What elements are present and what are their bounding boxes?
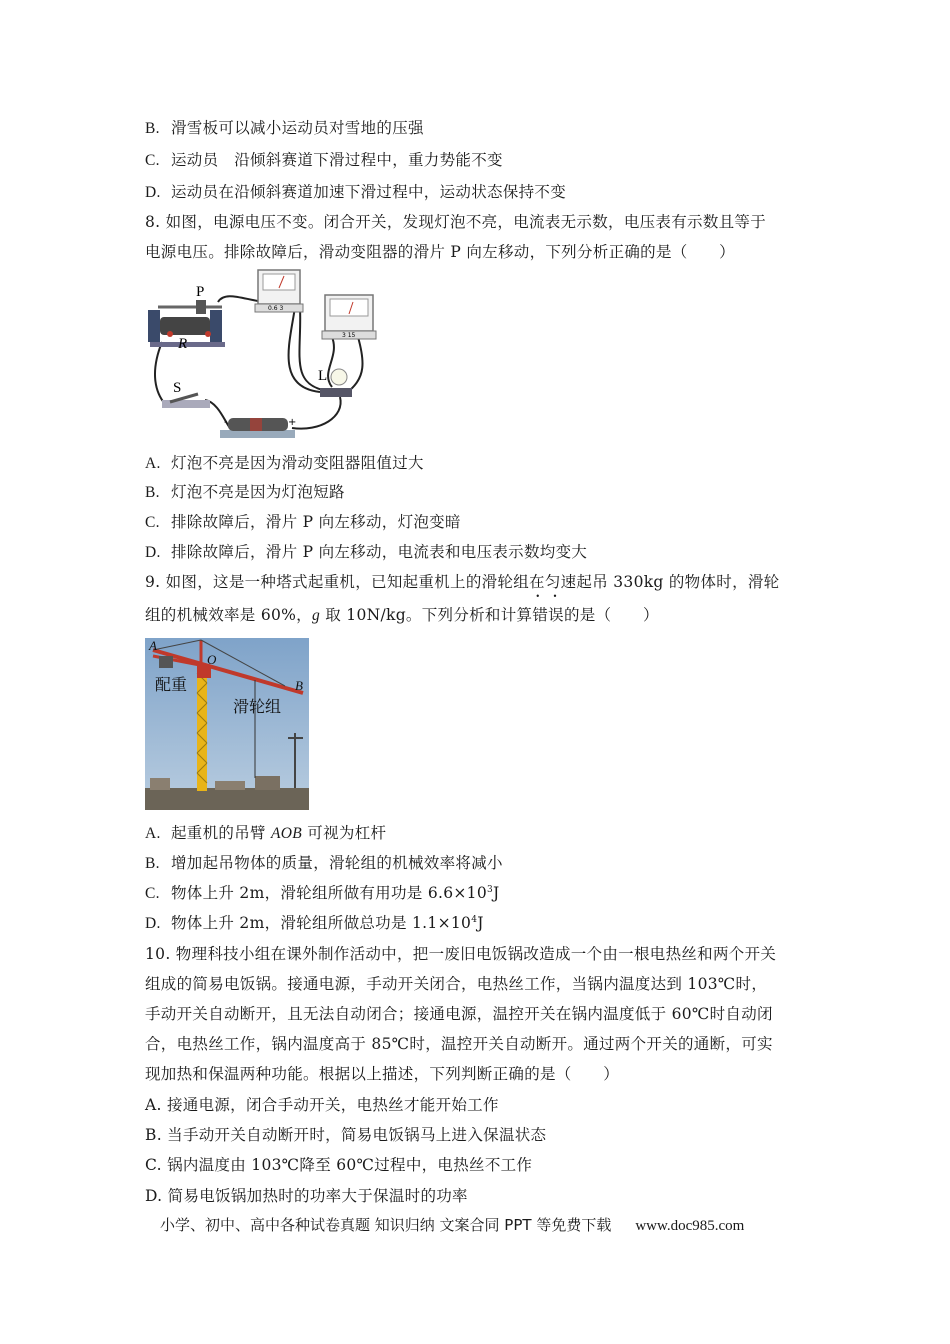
- label-r: R: [178, 336, 188, 352]
- q7-option-b: B. 滑雪板可以减小运动员对雪地的压强: [145, 119, 424, 137]
- battery-plus: +: [288, 417, 297, 428]
- battery-minus: -: [224, 417, 228, 428]
- q9-stem-line1: 9. 如图，这是一种塔式起重机，已知起重机上的滑轮组在匀速起吊 330kg 的物体时，滑轮: [145, 573, 780, 591]
- emphasis-wrong: • • 错误: [532, 603, 564, 625]
- q7-option-c: C. 运动员 沿倾斜赛道下滑过程中，重力势能不变: [145, 151, 503, 169]
- q10-option-b: B. 当手动开关自动断开时，简易电饭锅马上进入保温状态: [145, 1126, 547, 1144]
- tower-crane-photo: [145, 638, 309, 810]
- label-b: B: [295, 678, 303, 693]
- footer-site-link[interactable]: www.doc985.com: [635, 1218, 745, 1234]
- label-pulley: 滑轮组: [233, 697, 282, 716]
- q10-option-d: D. 简易电饭锅加热时的功率大于保温时的功率: [145, 1187, 468, 1205]
- q8-stem-line2: 电源电压。排除故障后，滑动变阻器的滑片 P 向左移动，下列分析正确的是（ ）: [145, 243, 735, 261]
- q7-option-d: D. 运动员在沿倾斜赛道加速下滑过程中，运动状态保持不变: [145, 183, 567, 201]
- voltmeter-ticks: 3 15: [342, 332, 356, 339]
- label-p: P: [196, 284, 205, 300]
- q9-option-c: C. 物体上升 2m，滑轮组所做有用功是 $6.6\times 10^3J$: [145, 884, 500, 902]
- q8-stem-line1: 8. 如图，电源电压不变。闭合开关，发现灯泡不亮，电流表无示数，电压表有示数且等于: [145, 213, 767, 231]
- q10-stem-line1: 10. 物理科技小组在课外制作活动中，把一废旧电饭锅改造成一个由一根电热丝和两个开关: [145, 945, 777, 963]
- q10-stem-line3: 手动开关自动断开，且无法自动闭合；接通电源，温控开关在锅内温度低于 60℃时自动闭: [145, 1005, 773, 1023]
- battery: [220, 418, 295, 438]
- switch: [162, 394, 210, 408]
- q10-stem-line2: 组成的简易电饭锅。接通电源，手动开关闭合，电热丝工作，当锅内温度达到 103℃时，: [145, 975, 768, 993]
- q10-stem-line5: 现加热和保温两种功能。根据以上描述，下列判断正确的是（ ）: [145, 1065, 620, 1083]
- circuit-diagram: [140, 262, 380, 442]
- q10-stem-line4: 合，电热丝工作，锅内温度高于 85℃时，温控开关自动断开。通过两个开关的通断，可实: [145, 1035, 773, 1053]
- q8-option-a: A. 灯泡不亮是因为滑动变阻器阻值过大: [145, 454, 424, 472]
- q9-option-a: A. 起重机的吊臂 AOB 可视为杠杆: [145, 824, 387, 842]
- label-o: O: [207, 652, 217, 667]
- q9-option-b: B. 增加起吊物体的质量，滑轮组的机械效率将减小: [145, 854, 503, 872]
- label-l: L: [318, 368, 328, 384]
- q8-option-c: C. 排除故障后，滑片 P 向左移动，灯泡变暗: [145, 513, 461, 531]
- label-s: S: [173, 380, 182, 396]
- q8-option-b: B. 灯泡不亮是因为灯泡短路: [145, 483, 345, 501]
- footer: [160, 1214, 744, 1235]
- q9-option-d: D. 物体上升 2m，滑轮组所做总功是 $1.1\times 10^4J$: [145, 914, 484, 932]
- q10-option-a: A. 接通电源，闭合手动开关，电热丝才能开始工作: [145, 1096, 499, 1114]
- q9-stem-line2: 组的机械效率是 60%，g 取 10N/kg。下列分析和计算• • 错误的是（ ）: [145, 603, 659, 625]
- q8-option-d: D. 排除故障后，滑片 P 向左移动，电流表和电压表示数均变大: [145, 543, 588, 561]
- ammeter-ticks: 0.6 3: [268, 305, 284, 312]
- label-counterweight: 配重: [155, 675, 188, 694]
- label-a: A: [149, 638, 157, 653]
- q10-option-c: C. 锅内温度由 103℃降至 60℃过程中，电热丝不工作: [145, 1156, 533, 1174]
- footer-text: 小学、初中、高中各种试卷真题 知识归纳 文案合同 PPT 等免费下载: [160, 1216, 612, 1234]
- crane-mast: [197, 666, 207, 791]
